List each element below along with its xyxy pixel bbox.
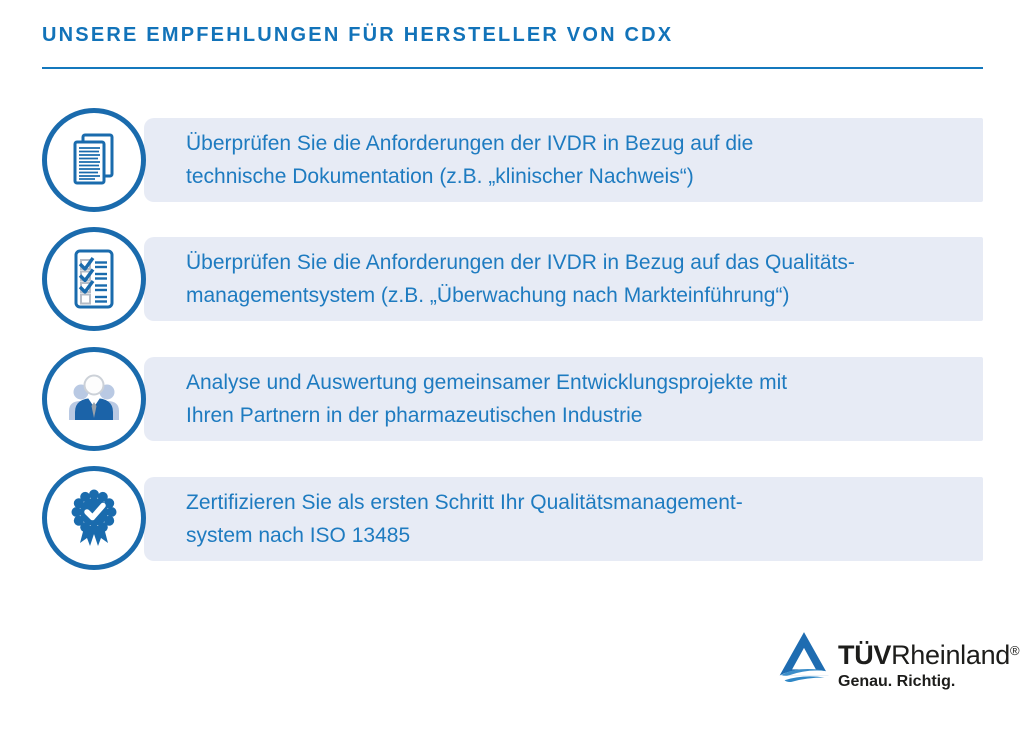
recommendation-band-2	[144, 237, 983, 321]
logo-brand	[838, 636, 1019, 670]
team-icon-svg	[62, 367, 126, 431]
team-icon	[42, 347, 146, 451]
checklist-icon-svg	[62, 247, 126, 311]
documents-icon-svg	[62, 128, 126, 192]
tuv-rheinland-logo	[777, 630, 1019, 691]
certificate-icon	[42, 466, 146, 570]
recommendation-text: Ihren Partnern in der pharmazeutischen Industrie	[186, 404, 643, 427]
tuv-triangle-icon	[777, 630, 831, 684]
recommendation-band-1	[144, 118, 983, 202]
recommendation-text: system nach ISO 13485	[186, 524, 411, 547]
certificate-icon-svg	[62, 486, 126, 550]
title-divider	[42, 67, 983, 69]
page-title: UNSERE EMPFEHLUNGEN FÜR HERSTELLER VON CDX	[42, 24, 674, 46]
registered-mark: ®	[1010, 643, 1020, 658]
logo-brand-rheinland: Rheinland	[891, 640, 1011, 670]
recommendation-text: technische Dokumentation (z.B. „klinischer Nachweis“)	[186, 165, 694, 188]
recommendation-text: Analyse und Auswertung gemeinsamer Entwicklungsprojekte mit	[186, 371, 788, 394]
recommendation-text: managementsystem (z.B. „Überwachung nach Markteinführung“)	[186, 284, 790, 307]
logo-brand-tuv: TÜV	[838, 640, 892, 670]
recommendation-band-4	[144, 477, 983, 561]
recommendation-text: Überprüfen Sie die Anforderungen der IVDR in Bezug auf das Qualitäts-	[186, 251, 855, 274]
recommendation-text: Überprüfen Sie die Anforderungen der IVDR in Bezug auf die	[186, 132, 754, 155]
logo-text	[838, 636, 1019, 691]
documents-icon	[42, 108, 146, 212]
checklist-icon	[42, 227, 146, 331]
recommendation-text: Zertifizieren Sie als ersten Schritt Ihr Qualitätsmanagement-	[186, 491, 743, 514]
logo-tagline: Genau. Richtig.	[838, 673, 956, 690]
recommendation-band-3	[144, 357, 983, 441]
